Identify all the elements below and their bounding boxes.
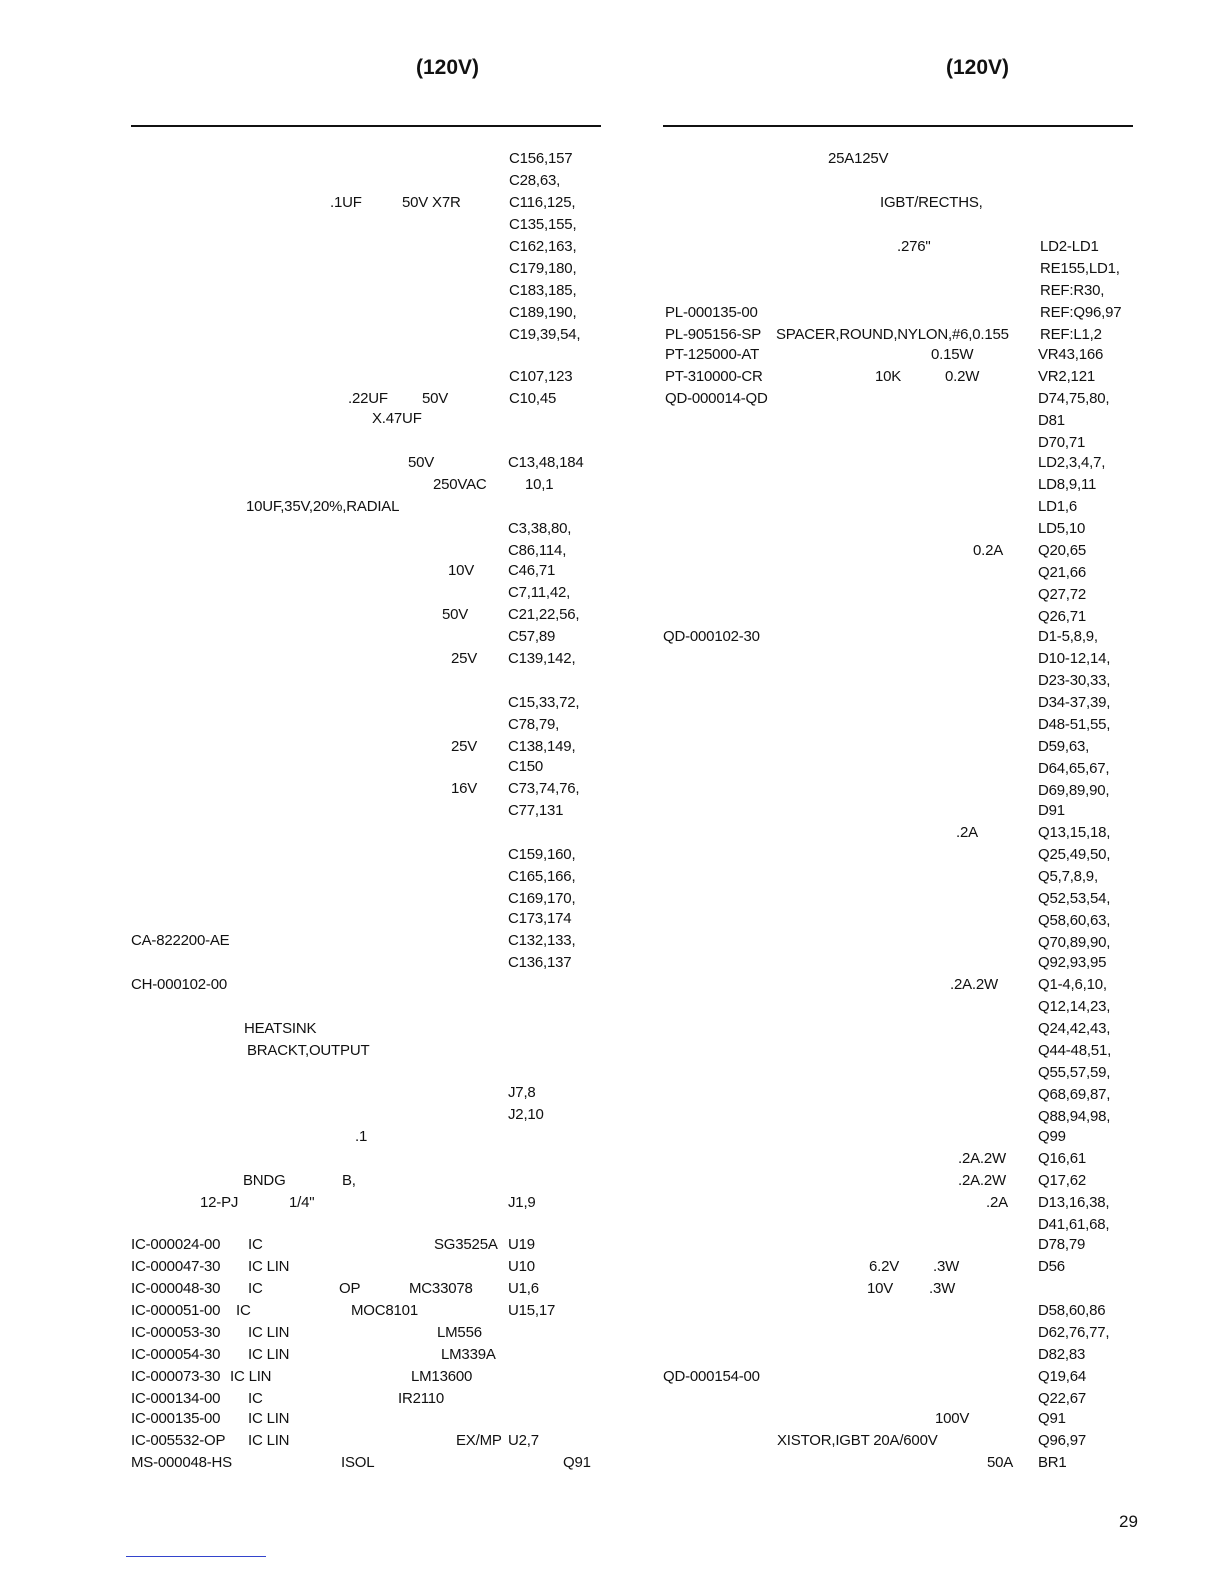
right-parts-row-23-cell-1: D23-30,33, — [1038, 672, 1111, 689]
right-parts-row-9-cell-1: PT-310000-CR — [665, 368, 763, 385]
left-parts-row-3-cell-2: 50V X7R — [402, 194, 461, 211]
right-parts-row-14-cell-1: LD8,9,11 — [1038, 476, 1097, 493]
left-parts-row-3-cell-3: C116,125, — [509, 194, 576, 211]
left-parts-row-48-cell-2: IC LIN — [248, 1346, 290, 1363]
left-parts-row-44-cell-1: IC-000047-30 — [131, 1258, 221, 1275]
left-parts-row-52-cell-1: IC-005532-OP — [131, 1432, 226, 1449]
right-parts-row-51-cell-1: 10V — [867, 1280, 894, 1297]
left-parts-row-13-cell-1: 50V — [408, 454, 435, 471]
right-parts-row-44-cell-1: Q99 — [1038, 1128, 1066, 1145]
right-parts-row-42-cell-1: Q68,69,87, — [1038, 1086, 1111, 1103]
left-parts-row-16-cell-1: C3,38,80, — [508, 520, 572, 537]
right-parts-row-6-cell-2: REF:Q96,97 — [1040, 304, 1122, 321]
left-parts-row-6-cell-1: C179,180, — [509, 260, 577, 277]
right-parts-row-46-cell-2: Q17,62 — [1038, 1172, 1087, 1189]
left-parts-row-49-cell-2: IC LIN — [230, 1368, 272, 1385]
left-parts-row-43-cell-2: IC — [248, 1236, 263, 1253]
right-parts-row-7-cell-3: REF:L1,2 — [1040, 326, 1102, 343]
right-parts-row-58-cell-1: XISTOR,IGBT 20A/600V — [777, 1432, 938, 1449]
page-number: 29 — [1119, 1512, 1138, 1531]
left-parts-row-47-cell-1: IC-000053-30 — [131, 1324, 221, 1341]
left-parts-row-40-cell-1: .1 — [355, 1128, 368, 1145]
left-parts-row-41-cell-1: BNDG — [243, 1172, 286, 1189]
left-parts-row-46-cell-1: IC-000051-00 — [131, 1302, 221, 1319]
left-parts-row-53-cell-2: ISOL — [341, 1454, 375, 1471]
right-parts-row-50-cell-1: 6.2V — [869, 1258, 900, 1275]
left-parts-row-45-cell-4: MC33078 — [409, 1280, 473, 1297]
left-parts-row-52-cell-2: IC LIN — [248, 1432, 290, 1449]
footer-link-underline[interactable] — [126, 1556, 266, 1557]
right-parts-row-37-cell-1: .2A.2W — [950, 976, 998, 993]
left-parts-row-49-cell-1: IC-000073-30 — [131, 1368, 221, 1385]
right-parts-row-50-cell-3: D56 — [1038, 1258, 1065, 1275]
right-header-rule — [663, 125, 1133, 127]
right-parts-row-33-cell-1: Q52,53,54, — [1038, 890, 1111, 907]
left-parts-row-28-cell-1: C77,131 — [508, 802, 564, 819]
left-parts-row-53-cell-1: MS-000048-HS — [131, 1454, 232, 1471]
right-parts-row-20-cell-1: Q26,71 — [1038, 608, 1087, 625]
left-parts-row-52-cell-4: U2,7 — [508, 1432, 539, 1449]
right-parts-row-57-cell-1: 100V — [935, 1410, 970, 1427]
right-parts-row-59-cell-2: BR1 — [1038, 1454, 1067, 1471]
left-parts-row-12-cell-1: X.47UF — [372, 410, 422, 427]
right-parts-row-7-cell-2: SPACER,ROUND,NYLON,#6,0.155 — [776, 326, 1009, 343]
left-parts-row-44-cell-3: U10 — [508, 1258, 535, 1275]
right-parts-row-39-cell-1: Q24,42,43, — [1038, 1020, 1111, 1037]
left-parts-row-45-cell-5: U1,6 — [508, 1280, 539, 1297]
left-parts-row-38-cell-1: J7,8 — [508, 1084, 536, 1101]
left-parts-row-5-cell-1: C162,163, — [509, 238, 577, 255]
right-parts-row-47-cell-2: D13,16,38, — [1038, 1194, 1110, 1211]
right-parts-row-7-cell-1: PL-905156-SP — [665, 326, 762, 343]
left-parts-row-21-cell-1: C57,89 — [508, 628, 556, 645]
left-parts-row-50-cell-3: IR2110 — [398, 1390, 445, 1407]
left-parts-row-32-cell-1: C173,174 — [508, 910, 572, 927]
right-parts-row-53-cell-1: D62,76,77, — [1038, 1324, 1110, 1341]
right-parts-row-56-cell-1: Q22,67 — [1038, 1390, 1087, 1407]
left-parts-row-9-cell-1: C19,39,54, — [509, 326, 581, 343]
right-parts-row-10-cell-1: QD-000014-QD — [665, 390, 768, 407]
left-parts-row-29-cell-1: C159,160, — [508, 846, 576, 863]
left-parts-row-36-cell-1: HEATSINK — [244, 1020, 317, 1037]
right-parts-row-2-cell-1: IGBT/RECTHS, — [880, 194, 983, 211]
right-parts-row-45-cell-1: .2A.2W — [958, 1150, 1006, 1167]
right-parts-row-30-cell-2: Q13,15,18, — [1038, 824, 1111, 841]
right-parts-row-45-cell-2: Q16,61 — [1038, 1150, 1087, 1167]
right-parts-row-1-cell-1: 25A125V — [828, 150, 889, 167]
left-parts-row-10-cell-1: C107,123 — [509, 368, 573, 385]
right-parts-row-22-cell-1: D10-12,14, — [1038, 650, 1111, 667]
left-parts-row-43-cell-1: IC-000024-00 — [131, 1236, 221, 1253]
right-parts-row-29-cell-1: D91 — [1038, 802, 1065, 819]
left-parts-row-48-cell-1: IC-000054-30 — [131, 1346, 221, 1363]
right-parts-row-3-cell-2: LD2-LD1 — [1040, 238, 1099, 255]
right-parts-row-4-cell-1: RE155,LD1, — [1040, 260, 1120, 277]
right-parts-row-15-cell-1: LD1,6 — [1038, 498, 1078, 515]
left-parts-row-18-cell-2: C46,71 — [508, 562, 556, 579]
left-parts-row-27-cell-2: C73,74,76, — [508, 780, 580, 797]
left-parts-row-25-cell-2: C138,149, — [508, 738, 576, 755]
left-parts-row-51-cell-2: IC LIN — [248, 1410, 290, 1427]
left-parts-row-51-cell-1: IC-000135-00 — [131, 1410, 221, 1427]
left-parts-row-46-cell-4: U15,17 — [508, 1302, 556, 1319]
left-parts-row-20-cell-2: C21,22,56, — [508, 606, 580, 623]
left-parts-row-24-cell-1: C78,79, — [508, 716, 560, 733]
right-parts-row-48-cell-1: D41,61,68, — [1038, 1216, 1110, 1233]
left-parts-row-50-cell-1: IC-000134-00 — [131, 1390, 221, 1407]
right-parts-row-43-cell-1: Q88,94,98, — [1038, 1108, 1111, 1125]
left-parts-row-3-cell-1: .1UF — [330, 194, 362, 211]
right-parts-row-21-cell-1: QD-000102-30 — [663, 628, 760, 645]
left-parts-row-20-cell-1: 50V — [442, 606, 469, 623]
right-parts-row-52-cell-1: D58,60,86 — [1038, 1302, 1106, 1319]
left-parts-row-4-cell-1: C135,155, — [509, 216, 577, 233]
right-parts-row-32-cell-1: Q5,7,8,9, — [1038, 868, 1098, 885]
right-parts-row-38-cell-1: Q12,14,23, — [1038, 998, 1111, 1015]
right-parts-row-57-cell-2: Q91 — [1038, 1410, 1066, 1427]
left-parts-row-46-cell-3: MOC8101 — [351, 1302, 418, 1319]
left-parts-row-15-cell-1: 10UF,35V,20%,RADIAL — [246, 498, 400, 515]
right-parts-row-55-cell-1: QD-000154-00 — [663, 1368, 760, 1385]
left-parts-row-35-cell-1: CH-000102-00 — [131, 976, 227, 993]
right-parts-row-26-cell-1: D59,63, — [1038, 738, 1090, 755]
left-parts-row-33-cell-2: C132,133, — [508, 932, 576, 949]
right-parts-row-49-cell-1: D78,79 — [1038, 1236, 1086, 1253]
left-parts-row-39-cell-1: J2,10 — [508, 1106, 544, 1123]
left-parts-row-52-cell-3: EX/MP — [456, 1432, 502, 1449]
right-parts-row-11-cell-1: D81 — [1038, 412, 1065, 429]
right-parts-row-31-cell-1: Q25,49,50, — [1038, 846, 1111, 863]
left-parts-row-41-cell-2: B, — [342, 1172, 356, 1189]
left-parts-row-47-cell-2: IC LIN — [248, 1324, 290, 1341]
right-parts-row-28-cell-1: D69,89,90, — [1038, 782, 1110, 799]
right-parts-row-10-cell-2: D74,75,80, — [1038, 390, 1110, 407]
left-parts-row-14-cell-2: 10,1 — [525, 476, 554, 493]
left-parts-row-43-cell-4: U19 — [508, 1236, 535, 1253]
right-parts-row-37-cell-2: Q1-4,6,10, — [1038, 976, 1107, 993]
right-parts-row-17-cell-1: 0.2A — [973, 542, 1004, 559]
left-parts-row-33-cell-1: CA-822200-AE — [131, 932, 230, 949]
left-parts-row-14-cell-1: 250VAC — [433, 476, 487, 493]
right-parts-row-27-cell-1: D64,65,67, — [1038, 760, 1110, 777]
right-parts-row-9-cell-2: 10K — [875, 368, 902, 385]
left-parts-row-34-cell-1: C136,137 — [508, 954, 572, 971]
left-parts-row-18-cell-1: 10V — [448, 562, 475, 579]
right-parts-row-21-cell-2: D1-5,8,9, — [1038, 628, 1098, 645]
right-parts-row-12-cell-1: D70,71 — [1038, 434, 1086, 451]
left-parts-row-11-cell-1: .22UF — [348, 390, 388, 407]
left-parts-row-45-cell-3: OP — [339, 1280, 361, 1297]
right-parts-row-40-cell-1: Q44-48,51, — [1038, 1042, 1112, 1059]
left-parts-row-43-cell-3: SG3525A — [434, 1236, 498, 1253]
left-parts-row-26-cell-1: C150 — [508, 758, 544, 775]
right-parts-row-5-cell-1: REF:R30, — [1040, 282, 1105, 299]
left-parts-row-13-cell-2: C13,48,184 — [508, 454, 584, 471]
right-parts-row-58-cell-2: Q96,97 — [1038, 1432, 1087, 1449]
left-parts-row-7-cell-1: C183,185, — [509, 282, 577, 299]
left-parts-row-42-cell-1: 12-PJ — [200, 1194, 239, 1211]
left-header-rule — [131, 125, 601, 127]
right-parts-row-8-cell-1: PT-125000-AT — [665, 346, 760, 363]
left-parts-row-48-cell-3: LM339A — [441, 1346, 496, 1363]
right-parts-row-6-cell-1: PL-000135-00 — [665, 304, 758, 321]
left-parts-row-42-cell-3: J1,9 — [508, 1194, 536, 1211]
right-parts-row-47-cell-1: .2A — [986, 1194, 1008, 1211]
right-parts-row-25-cell-1: D48-51,55, — [1038, 716, 1111, 733]
right-parts-row-59-cell-1: 50A — [987, 1454, 1014, 1471]
left-parts-row-50-cell-2: IC — [248, 1390, 263, 1407]
left-parts-row-44-cell-2: IC LIN — [248, 1258, 290, 1275]
right-parts-row-41-cell-1: Q55,57,59, — [1038, 1064, 1111, 1081]
right-parts-row-17-cell-2: Q20,65 — [1038, 542, 1087, 559]
right-parts-row-18-cell-1: Q21,66 — [1038, 564, 1087, 581]
left-parts-row-37-cell-1: BRACKT,OUTPUT — [247, 1042, 370, 1059]
left-parts-row-22-cell-2: C139,142, — [508, 650, 576, 667]
left-parts-row-46-cell-2: IC — [236, 1302, 251, 1319]
right-parts-row-8-cell-3: VR43,166 — [1038, 346, 1104, 363]
left-parts-row-49-cell-3: LM13600 — [411, 1368, 473, 1385]
right-parts-row-30-cell-1: .2A — [956, 824, 978, 841]
left-parts-row-53-cell-3: Q91 — [563, 1454, 591, 1471]
right-parts-row-9-cell-3: 0.2W — [945, 368, 980, 385]
left-parts-row-31-cell-1: C169,170, — [508, 890, 576, 907]
right-parts-row-51-cell-2: .3W — [929, 1280, 956, 1297]
right-parts-row-54-cell-1: D82,83 — [1038, 1346, 1086, 1363]
left-parts-row-11-cell-3: C10,45 — [509, 390, 557, 407]
left-parts-row-30-cell-1: C165,166, — [508, 868, 576, 885]
left-parts-row-45-cell-1: IC-000048-30 — [131, 1280, 221, 1297]
right-parts-row-36-cell-1: Q92,93,95 — [1038, 954, 1107, 971]
right-parts-row-3-cell-1: .276" — [897, 238, 931, 255]
left-parts-row-11-cell-2: 50V — [422, 390, 449, 407]
right-parts-row-13-cell-1: LD2,3,4,7, — [1038, 454, 1106, 471]
header-right-voltage: (120V) — [946, 56, 1010, 79]
left-parts-row-45-cell-2: IC — [248, 1280, 263, 1297]
right-parts-row-55-cell-2: Q19,64 — [1038, 1368, 1087, 1385]
right-parts-row-8-cell-2: 0.15W — [931, 346, 974, 363]
left-parts-row-42-cell-2: 1/4" — [289, 1194, 315, 1211]
left-parts-row-25-cell-1: 25V — [451, 738, 478, 755]
right-parts-row-46-cell-1: .2A.2W — [958, 1172, 1006, 1189]
left-parts-row-23-cell-1: C15,33,72, — [508, 694, 580, 711]
header-left-voltage: (120V) — [416, 56, 480, 79]
left-parts-row-2-cell-1: C28,63, — [509, 172, 561, 189]
left-parts-row-22-cell-1: 25V — [451, 650, 478, 667]
right-parts-row-35-cell-1: Q70,89,90, — [1038, 934, 1111, 951]
right-parts-row-19-cell-1: Q27,72 — [1038, 586, 1087, 603]
left-parts-row-19-cell-1: C7,11,42, — [508, 584, 571, 601]
right-parts-row-16-cell-1: LD5,10 — [1038, 520, 1086, 537]
left-parts-row-8-cell-1: C189,190, — [509, 304, 577, 321]
left-parts-row-17-cell-1: C86,114, — [508, 542, 567, 559]
left-parts-row-47-cell-3: LM556 — [437, 1324, 482, 1341]
right-parts-row-50-cell-2: .3W — [933, 1258, 960, 1275]
right-parts-row-34-cell-1: Q58,60,63, — [1038, 912, 1111, 929]
left-parts-row-1-cell-1: C156,157 — [509, 150, 573, 167]
right-parts-row-24-cell-1: D34-37,39, — [1038, 694, 1111, 711]
left-parts-row-27-cell-1: 16V — [451, 780, 478, 797]
right-parts-row-9-cell-4: VR2,121 — [1038, 368, 1095, 385]
